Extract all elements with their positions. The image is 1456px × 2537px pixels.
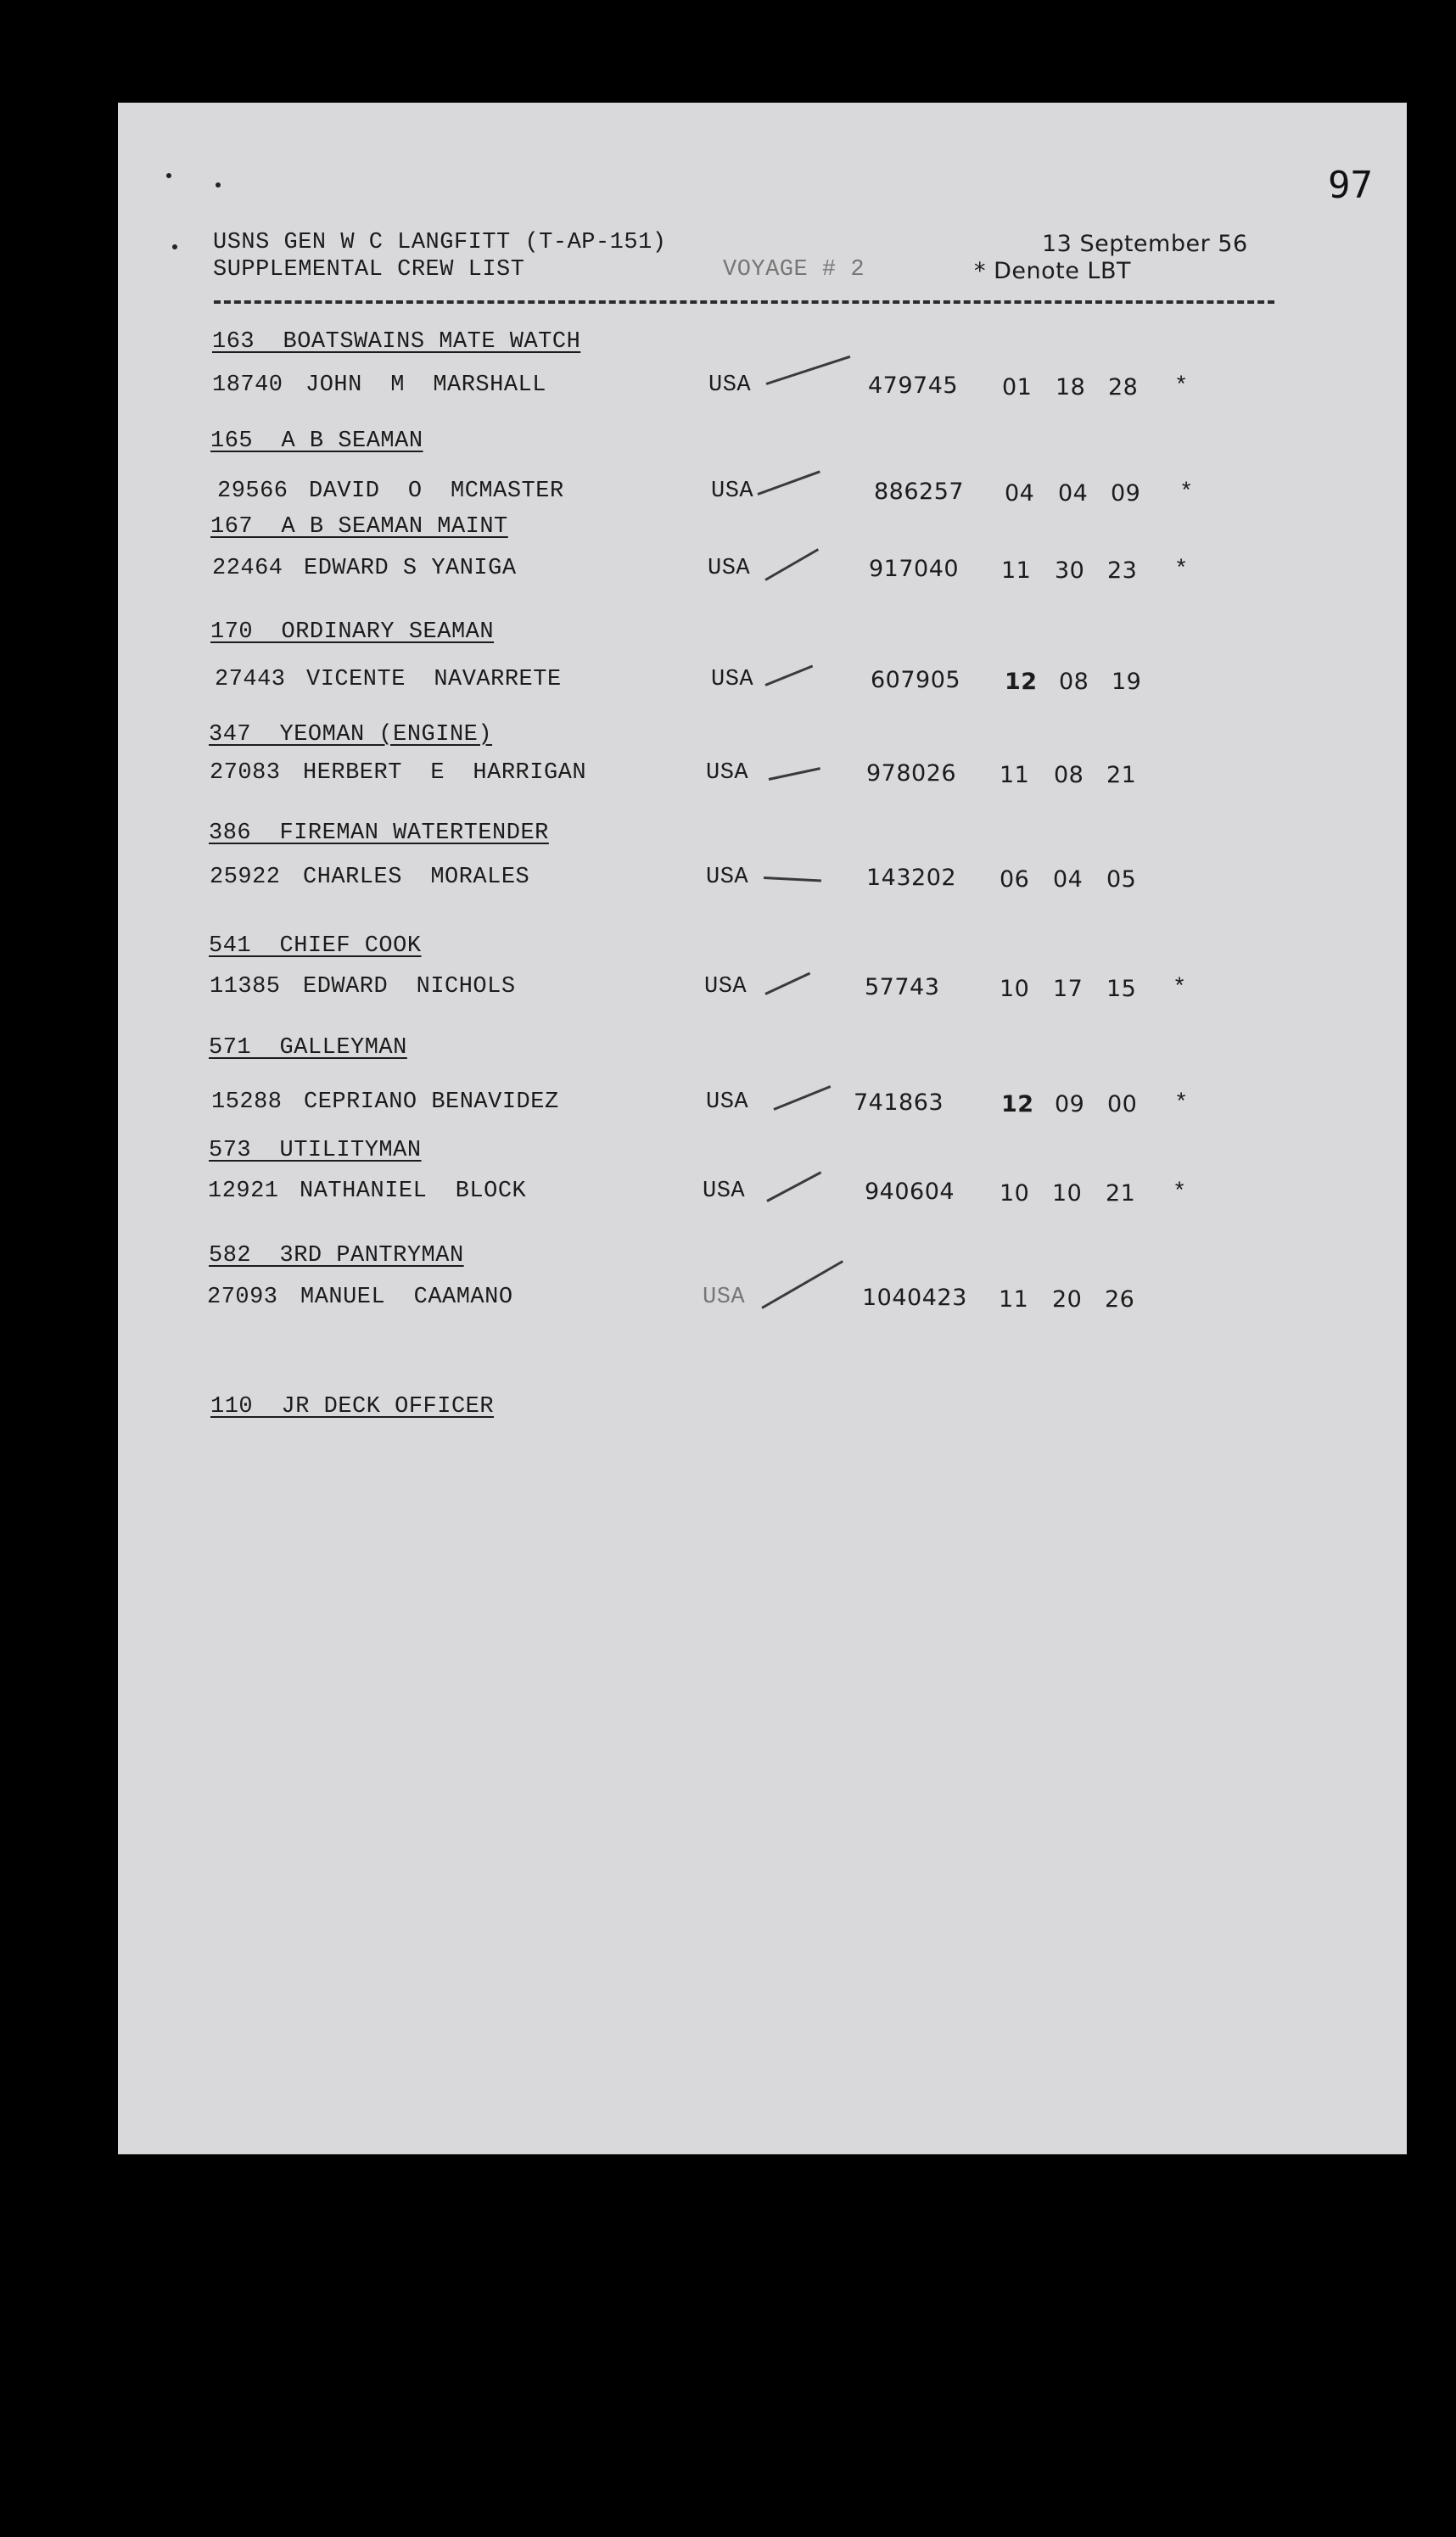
lbt-marker: * — [1173, 1180, 1187, 1206]
birth-day: 10 — [1052, 1180, 1083, 1207]
section-title: 386 FIREMAN WATERTENDER — [209, 820, 549, 846]
birth-year: 19 — [1112, 669, 1142, 695]
birth-month: 11 — [1000, 762, 1030, 788]
document-number: 978026 — [866, 760, 957, 787]
birth-month: 04 — [1005, 480, 1035, 507]
section-title: 170 ORDINARY SEAMAN — [210, 619, 495, 645]
lbt-marker: * — [1173, 976, 1187, 1001]
birth-day: 09 — [1055, 1091, 1085, 1117]
crew-id: 25922 — [210, 865, 281, 890]
birth-day: 30 — [1055, 557, 1085, 584]
nationality: USA — [706, 760, 749, 786]
birth-year: 26 — [1105, 1286, 1135, 1313]
birth-month: 12 — [1001, 1091, 1034, 1117]
section-title: 347 YEOMAN (ENGINE) — [209, 722, 493, 748]
section-title: 110 JR DECK OFFICER — [210, 1394, 495, 1420]
crew-name: CHARLES MORALES — [303, 865, 530, 890]
crew-name: NATHANIEL BLOCK — [300, 1179, 527, 1204]
crew-id: 22464 — [212, 556, 283, 581]
birth-day: 04 — [1058, 480, 1089, 507]
ship-name: USNS GEN W C LANGFITT (T-AP-151) — [213, 230, 667, 255]
nationality: USA — [704, 974, 748, 1000]
document-number: 607905 — [871, 667, 961, 693]
margin-mark — [172, 244, 177, 249]
birth-year: 21 — [1106, 762, 1137, 788]
lbt-marker: * — [1179, 480, 1194, 506]
birth-year: 28 — [1108, 374, 1139, 400]
birth-year: 00 — [1107, 1091, 1138, 1117]
document-number: 917040 — [869, 556, 960, 582]
crew-id: 27093 — [207, 1285, 278, 1310]
birth-year: 15 — [1106, 976, 1137, 1002]
birth-day: 08 — [1054, 762, 1084, 788]
margin-mark — [166, 173, 171, 178]
section-title: 165 A B SEAMAN — [210, 428, 423, 454]
crew-name: CEPRIANO BENAVIDEZ — [304, 1089, 559, 1115]
voyage-number: VOYAGE # 2 — [723, 257, 865, 283]
section-title: 541 CHIEF COOK — [209, 933, 422, 959]
nationality: USA — [703, 1285, 746, 1310]
document-number: 143202 — [866, 865, 957, 891]
crew-name: HERBERT E HARRIGAN — [303, 760, 587, 786]
list-date: 13 September 56 — [1042, 231, 1248, 257]
section-title: 571 GALLEYMAN — [209, 1035, 407, 1061]
crew-id: 29566 — [217, 479, 288, 504]
crew-id: 18740 — [212, 372, 283, 398]
section-title: 573 UTILITYMAN — [209, 1138, 422, 1163]
birth-month: 10 — [1000, 976, 1030, 1002]
crew-name: VICENTE NAVARRETE — [306, 667, 562, 692]
lbt-marker: * — [1174, 557, 1189, 583]
crew-name: EDWARD S YANIGA — [304, 556, 517, 581]
birth-month: 12 — [1005, 669, 1038, 695]
document-number: 940604 — [865, 1179, 955, 1205]
crew-id: 11385 — [210, 974, 281, 1000]
crew-id: 12921 — [208, 1179, 279, 1204]
document-page — [118, 103, 1407, 2154]
section-title: 163 BOATSWAINS MATE WATCH — [212, 329, 581, 355]
section-title: 167 A B SEAMAN MAINT — [210, 514, 508, 540]
birth-month: 10 — [1000, 1180, 1030, 1207]
crew-name: DAVID O MCMASTER — [309, 479, 564, 504]
document-number: 1040423 — [862, 1285, 967, 1311]
birth-month: 01 — [1002, 374, 1033, 400]
nationality: USA — [703, 1179, 746, 1204]
document-number: 741863 — [854, 1089, 944, 1116]
birth-day: 08 — [1059, 669, 1089, 695]
birth-day: 04 — [1053, 866, 1084, 893]
nationality: USA — [711, 667, 754, 692]
lbt-note: * Denote LBT — [974, 258, 1131, 284]
birth-year: 23 — [1107, 557, 1138, 584]
lbt-marker: * — [1174, 374, 1189, 400]
document-number: 57743 — [865, 974, 940, 1000]
nationality: USA — [711, 479, 754, 504]
list-title: SUPPLEMENTAL CREW LIST — [213, 257, 525, 283]
crew-id: 27443 — [215, 667, 286, 692]
birth-year: 21 — [1106, 1180, 1136, 1207]
birth-year: 05 — [1106, 866, 1137, 893]
page-number: 97 — [1328, 164, 1373, 207]
section-title: 582 3RD PANTRYMAN — [209, 1243, 464, 1268]
birth-month: 11 — [999, 1286, 1029, 1313]
document-number: 886257 — [874, 479, 965, 505]
nationality: USA — [706, 1089, 749, 1115]
margin-mark — [216, 182, 221, 188]
birth-month: 11 — [1001, 557, 1032, 584]
birth-month: 06 — [1000, 866, 1030, 893]
crew-name: EDWARD NICHOLS — [303, 974, 516, 1000]
nationality: USA — [708, 372, 752, 398]
crew-name: JOHN M MARSHALL — [305, 372, 546, 398]
nationality: USA — [706, 865, 749, 890]
lbt-marker: * — [1174, 1091, 1189, 1117]
nationality: USA — [708, 556, 751, 581]
document-number: 479745 — [868, 372, 959, 399]
crew-id: 27083 — [210, 760, 281, 786]
crew-id: 15288 — [211, 1089, 283, 1115]
header-separator — [214, 300, 1274, 304]
crew-name: MANUEL CAAMANO — [300, 1285, 513, 1310]
birth-day: 18 — [1056, 374, 1086, 400]
birth-year: 09 — [1111, 480, 1141, 507]
birth-day: 20 — [1052, 1286, 1083, 1313]
birth-day: 17 — [1053, 976, 1084, 1002]
